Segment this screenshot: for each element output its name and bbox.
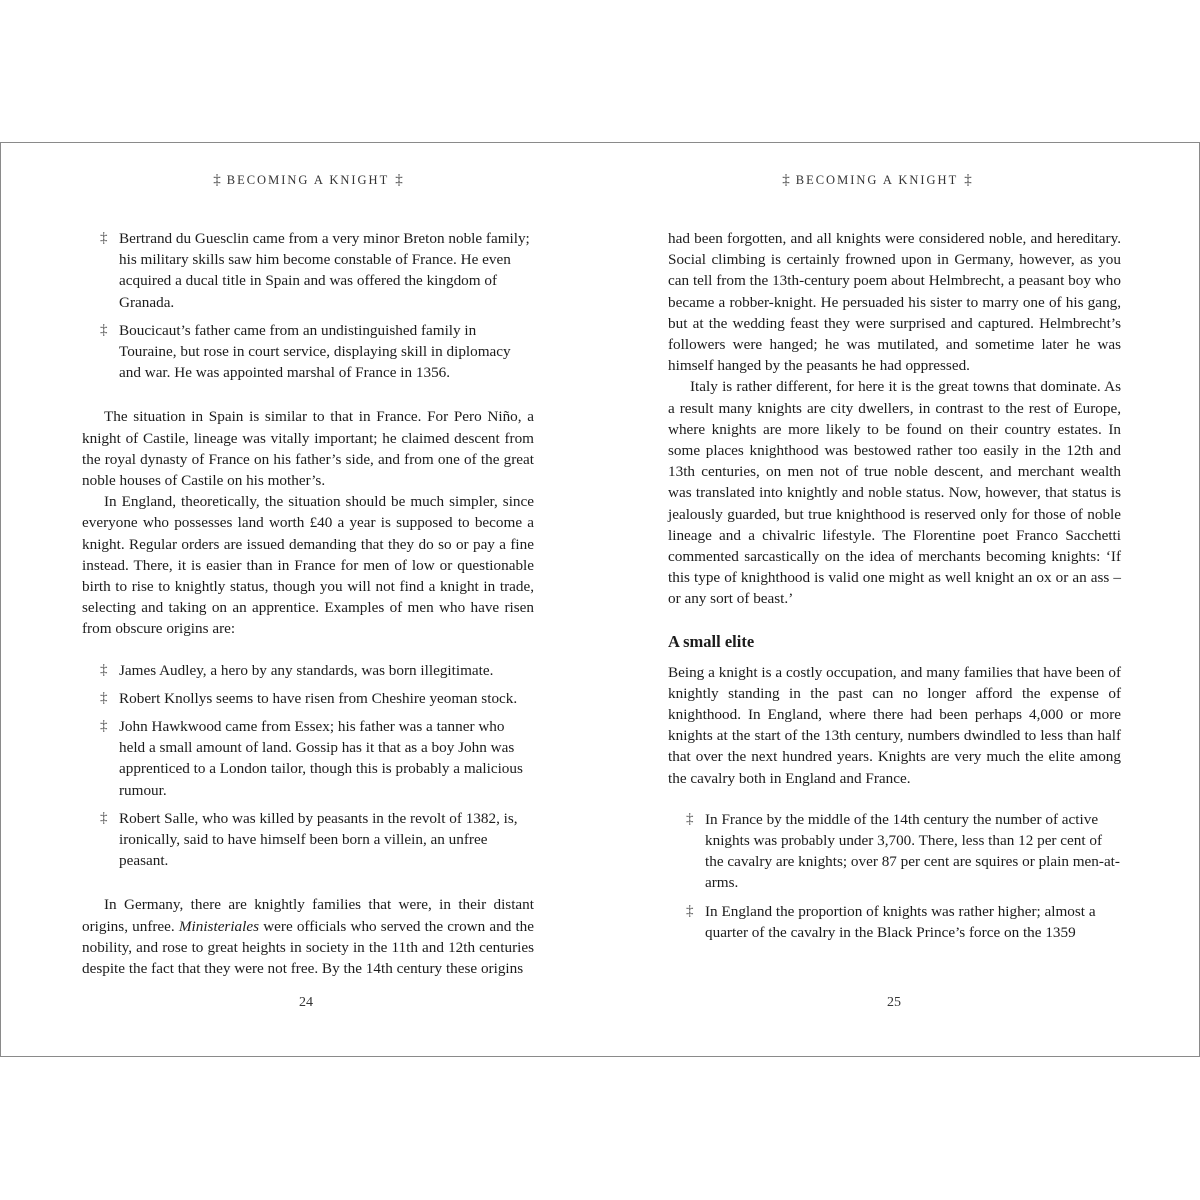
cross-bullet-icon: ‡ xyxy=(100,661,108,678)
cross-ornament-icon: ‡ xyxy=(964,172,972,188)
cross-ornament-icon: ‡ xyxy=(395,172,403,188)
paragraph-germany xyxy=(82,894,534,979)
list-item-text: Boucicaut’s father came from an undistinguished family in Touraine, but rose in court service, displaying skill in diplomacy and war. He was appointed marshal of France in 1356. xyxy=(119,321,511,382)
germany-italic-term: Ministeriales xyxy=(178,917,260,935)
list-item-text: John Hawkwood came from Essex; his father was a tanner who held a small amount of land. Gossip has it that as a boy John was apprenticed to a London tailor, though this is probably a malicious rumour. xyxy=(119,718,523,799)
list-item xyxy=(82,716,534,801)
cross-bullet-icon: ‡ xyxy=(100,321,108,338)
list-item-text: James Audley, a hero by any standards, was born illegitimate. xyxy=(119,661,494,679)
running-head-left xyxy=(1,172,615,189)
cross-bullet-icon: ‡ xyxy=(100,230,108,246)
section-heading: A small elite xyxy=(668,631,755,651)
running-head-title: BECOMING A KNIGHT xyxy=(795,173,959,187)
right-page-text xyxy=(668,228,1121,950)
bullet-list xyxy=(668,809,1121,943)
list-item xyxy=(82,228,534,313)
book-spread xyxy=(0,142,1200,1057)
cross-bullet-icon: ‡ xyxy=(100,718,108,735)
paragraph-elite: Being a knight is a costly occupation, and many families that have been of knightly standing in the past can no longer afford the expense of knighthood. In England, where there had been perhaps 4,000 or more knights at the start of the 13th century, numbers dwindled to less than half that over the next hundred years. Knights are very much the elite among the cavalry both in England and France. xyxy=(668,663,1121,787)
paragraph-continued: had been forgotten, and all knights were considered noble, and hereditary. Social climbing is certainly frowned upon in Germany, however, as you can tell from the 13th-century poem about Helmbrecht, a peasant boy who became a robber-knight. He persuaded his sister to marry one of his gang, but at the wedding feast they were surprised and captured. Helmbrecht’s followers were hanged; he was mutilated, and sometime later he was himself hanged by the peasants he had oppressed. xyxy=(668,230,1121,375)
cross-bullet-icon: ‡ xyxy=(100,689,108,706)
germany-text-start: In Germany, there are knightly families that were, in their distant origins, unfree. xyxy=(82,896,534,935)
paragraph-spain: The situation in Spain is similar to that in France. For Pero Niño, a knight of Castile, lineage was vitally important; he claimed descent from the royal dynasty of France on his father’s side, and from one of the great noble houses of Castile on his mother’s. xyxy=(82,408,534,490)
list-item-text: Bertrand du Guesclin came from a very minor Breton noble family; his military skills saw him become constable of France. He even acquired a ducal title in Spain and was offered the kingdom of Granada. xyxy=(119,230,530,311)
germany-text-end: were officials who served the crown and the nobility, and rose to great heights in society in the 11th and 12th centuries despite the fact that they were not free. By the 14th century these origins xyxy=(82,917,535,978)
list-item-text: In France by the middle of the 14th century the number of active knights was probably under 3,700. There, less than 12 per cent of the cavalry are knights; over 87 per cent are squires or plain men-at-arms. xyxy=(705,810,1120,892)
right-page xyxy=(615,143,1199,1056)
left-page-text xyxy=(82,228,534,979)
list-item xyxy=(82,660,534,681)
cross-bullet-icon: ‡ xyxy=(686,810,694,827)
cross-bullet-icon: ‡ xyxy=(686,902,694,919)
bullet-list xyxy=(82,660,534,872)
cross-ornament-icon: ‡ xyxy=(213,172,221,188)
running-head-right xyxy=(585,172,1169,189)
list-item-text: Robert Salle, who was killed by peasants in the revolt of 1382, is, ironically, said to have himself been born a villein, an unfree peasant. xyxy=(119,809,518,870)
list-item xyxy=(668,901,1121,943)
page-number: 24 xyxy=(299,995,313,1010)
list-item-text: Robert Knollys seems to have risen from Cheshire yeoman stock. xyxy=(119,689,518,707)
list-item xyxy=(668,809,1121,894)
list-item xyxy=(82,320,534,384)
list-item xyxy=(82,808,534,872)
running-head-title: BECOMING A KNIGHT xyxy=(226,173,390,187)
cross-bullet-icon: ‡ xyxy=(100,809,108,826)
cross-ornament-icon: ‡ xyxy=(782,172,790,188)
left-page xyxy=(1,143,615,1056)
list-item-text: In England the proportion of knights was rather higher; almost a quarter of the cavalry in the Black Prince’s force on the 1359 xyxy=(705,902,1096,941)
paragraph-england: In England, theoretically, the situation should be much simpler, since everyone who possesses land worth £40 a year is supposed to become a knight. Regular orders are issued demanding that they do so or pay a fine instead. There, it is easier than in France for men of low or questionable birth to rise to knightly status, though you will not find a knight in trade, selecting and taking on an apprentice. Examples of men who have risen from obscure origins are: xyxy=(82,493,534,638)
list-item xyxy=(82,688,534,709)
page-number: 25 xyxy=(887,995,901,1010)
paragraph-italy: Italy is rather different, for here it is the great towns that dominate. As a result many knights are city dwellers, in contrast to the rest of Europe, where knights are more likely to be found on their country estates. In some places knighthood was bestowed rather too easily in the 12th and 13th centuries, on men not of true noble descent, and merchant wealth was translated into knightly and noble status. Now, however, that status is jealously guarded, but true knighthood is reserved only for those of noble lineage and a chivalric lifestyle. The Florentine poet Franco Sacchetti commented sarcastically on the idea of merchants becoming knights: ‘If this type of knighthood is valid one might as well knight an ox or an ass – or any sort of beast.’ xyxy=(668,378,1121,608)
bullet-list xyxy=(82,228,534,383)
